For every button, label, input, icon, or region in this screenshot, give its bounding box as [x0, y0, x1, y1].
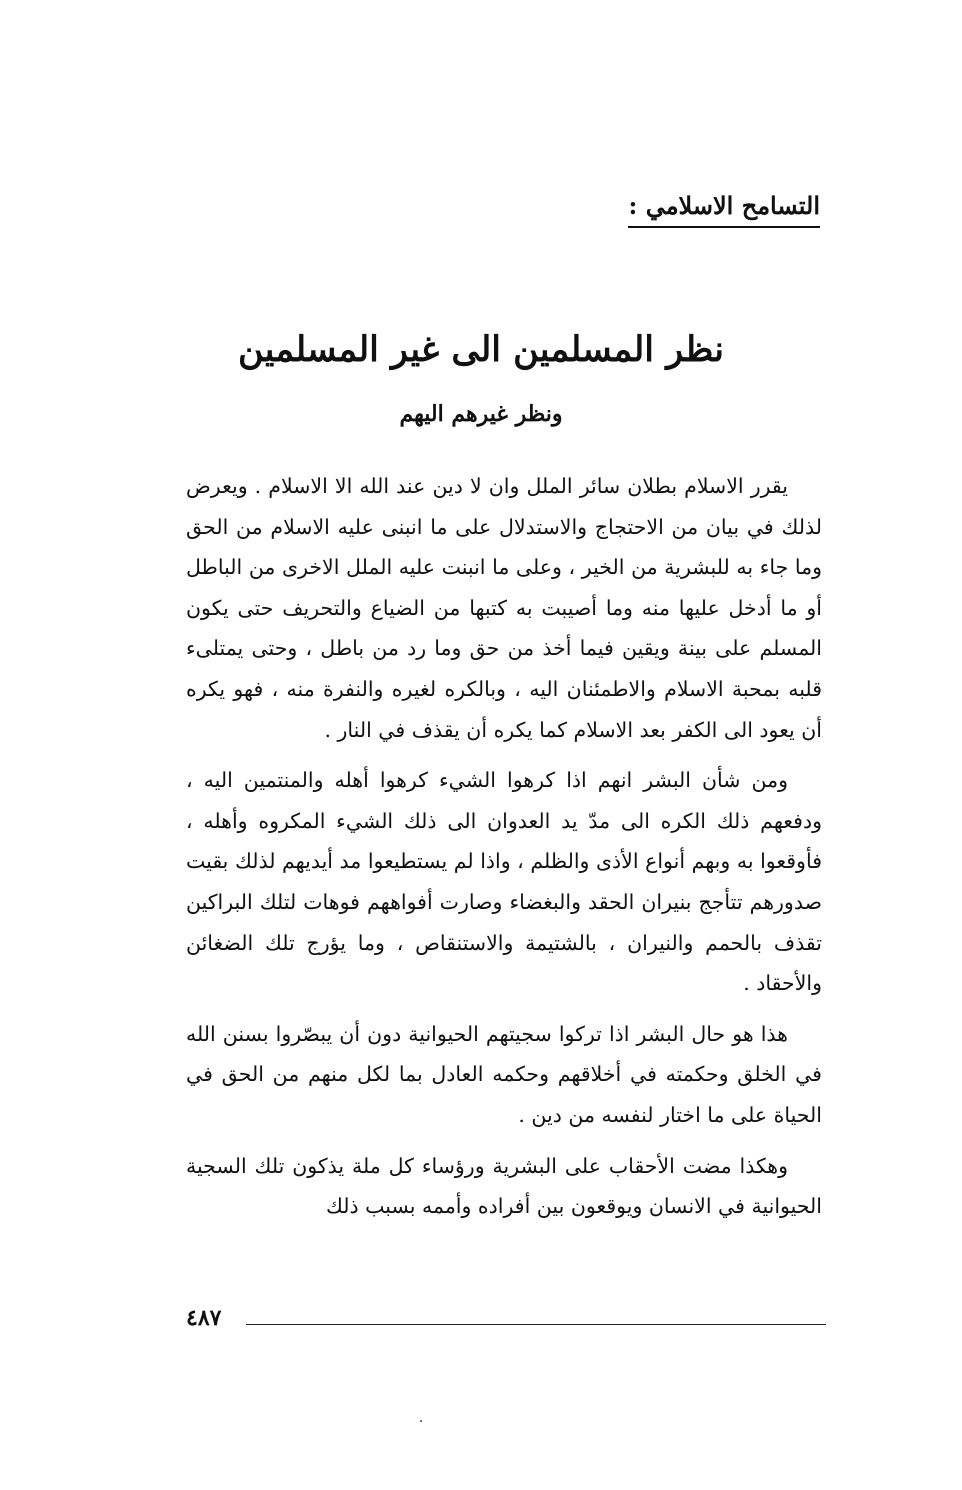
- scan-speck: [420, 1420, 422, 1422]
- footer-rule: [246, 1324, 826, 1325]
- paragraph-1: يقرر الاسلام بطلان سائر الملل وان لا دين عند الله الا الاسلام . ويعرض لذلك في بيان من الاحتجاج والاستدلال على ما انبنى عليه الاسلام من الحق وما جاء به للبشرية من الخير ، وعلى ما انبنت عليه الملل الاخرى من الباطل أو ما أدخل عليها منه وما أصيبت به كتبها من الضياع والتحريف حتى يكون المسلم على بينة ويقين فيما أخذ من حق وما رد من باطل ، وحتى يمتلىء قلبه بمحبة الاسلام والاطمئنان اليه ، وبالكره لغيره والنفرة منه ، فهو يكره أن يعود الى الكفر بعد الاسلام كما يكره أن يقذف في النار .: [186, 474, 822, 742]
- paragraph-2: ومن شأن البشر انهم اذا كرهوا الشيء كرهوا أهله والمنتمين اليه ، ودفعهم ذلك الكره الى مدّ يد العدوان الى ذلك الشيء المكروه وأهله ، فأوقعوا به وبهم أنواع الأذى والظلم ، واذا لم يستطيعوا مد أيديهم لذلك بقيت صدورهم تتأجج بنيران الحقد والبغضاء وصارت أفواههم فوهات لتلك البراكين تقذف بالحمم والنيران ، بالشتيمة والاستنقاص ، وما يؤرج تلك الضغائن والأحقاد .: [186, 768, 822, 996]
- page-footer: [186, 1300, 826, 1336]
- page-number: ٤٨٧: [186, 1305, 222, 1331]
- paragraph-4: وهكذا مضت الأحقاب على البشرية ورؤساء كل ملة يذكون تلك السجية الحيوانية في الانسان ويوقعون بين أفراده وأممه بسبب ذلك: [186, 1153, 822, 1219]
- chapter-title: نظر المسلمين الى غير المسلمين: [238, 329, 724, 370]
- chapter-subtitle: ونظر غيرهم اليهم: [399, 401, 563, 427]
- paragraph-3: هذا هو حال البشر اذا تركوا سجيتهم الحيوانية دون أن يبصّروا بسنن الله في الخلق وحكمته في أخلاقهم وحكمه العادل بما لكل منهم من الحق في الحياة على ما اختار لنفسه من دين .: [186, 1021, 822, 1127]
- running-head: التسامح الاسلامي :: [628, 188, 820, 228]
- body-text: [186, 466, 822, 1237]
